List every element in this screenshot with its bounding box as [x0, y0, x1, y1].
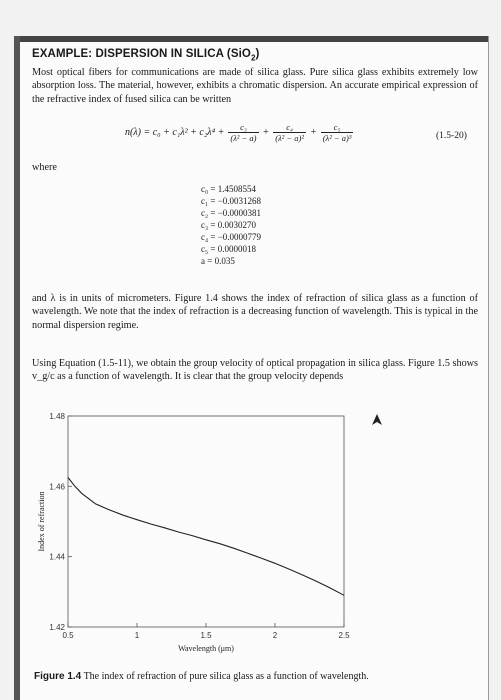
x-tick-label: 2.5	[338, 631, 350, 640]
equation-number: (1.5-20)	[436, 131, 467, 141]
paragraph-intro: Most optical fibers for communications are made of silica glass. Pure silica glass exhibits extremely low absorption loss. The material, however, exhibits a chromatic dispersion. An accurate empirical expression of the refractive index of fused silica can be written	[32, 67, 478, 105]
y-tick-label: 1.42	[49, 623, 65, 632]
coefficient-a: a = 0.035	[201, 256, 235, 266]
equation-term-2: $\frac{\text{c₄}}{\text{(λ² − a)²}}$	[275, 122, 304, 143]
coefficient-c1: c₁ = −0.0031268	[201, 196, 262, 206]
plot-frame	[68, 416, 344, 627]
y-tick-label: 1.46	[49, 482, 65, 492]
equation-term-1: $\frac{\text{c₃}}{\text{(λ² − a)}}$	[230, 122, 257, 143]
figure-caption	[34, 671, 369, 682]
series-line	[68, 478, 344, 596]
example-title: EXAMPLE: DISPERSION IN SILICA (SiO$_2$)	[32, 48, 260, 63]
refractive-index-chart	[20, 395, 488, 657]
coefficient-c4: c₄ = −0.0000779	[201, 232, 262, 242]
equation-term-3: $\frac{\text{c₅}}{\text{(λ² − a)³}}$	[322, 122, 352, 143]
coefficient-c2: c₂ = −0.0000381	[201, 208, 262, 218]
paragraph-group-velocity: Using Equation (1.5-11), we obtain the group velocity of optical propagation in silica glass. Figure 1.5 shows v_g/c as a function of wavelength. It is clear that the group velocity depends	[32, 358, 478, 383]
paragraph-figure-discussion: and λ is in units of micrometers. Figure 1.4 shows the index of refraction of silica glass as a function of wavelength. We note that the index of refraction is a decreasing function of wavelength. This is typical in the normal dispersion regime.	[32, 293, 478, 331]
coefficient-c3: c₃ = 0.0030270	[201, 220, 256, 230]
y-tick-label: 1.48	[49, 412, 65, 421]
refractive-index-equation: n(λ) = c₀ + c₁λ² + c₂λ⁴ + $\frac{\text{c₃}}{\text{(λ² − a)}}$ + $\frac{\text{c₄}}{\text{(λ² − a)²}}$ + $\frac{\text{c₅}}{\text{(λ² − a)³}}$	[125, 122, 352, 143]
coefficient-c5: c₅ = 0.0000018	[201, 244, 256, 254]
x-tick-label: 1.5	[200, 631, 212, 640]
x-tick-label: 1	[134, 631, 140, 640]
y-axis-label: Index of refraction	[37, 491, 46, 552]
x-axis-label: Wavelength (μm)	[178, 644, 234, 653]
coefficient-c0: c₀ = 1.4508554	[201, 184, 256, 194]
coefficient-list	[201, 183, 261, 267]
equation-lhs: n(λ) = c₀ + c₁λ² + c₂λ⁴ +	[125, 127, 225, 138]
chart-svg	[20, 395, 488, 657]
header-bar	[20, 36, 488, 42]
caption-label: Figure 1.4	[34, 671, 82, 682]
caption-text: The index of refraction of pure silica glass as a function of wavelength.	[83, 671, 369, 682]
where-label: where	[32, 162, 57, 173]
x-tick-label: 0.5	[62, 631, 74, 640]
y-tick-label: 1.44	[49, 552, 65, 562]
mouse-cursor-icon	[372, 414, 382, 426]
x-tick-label: 2	[272, 631, 278, 640]
